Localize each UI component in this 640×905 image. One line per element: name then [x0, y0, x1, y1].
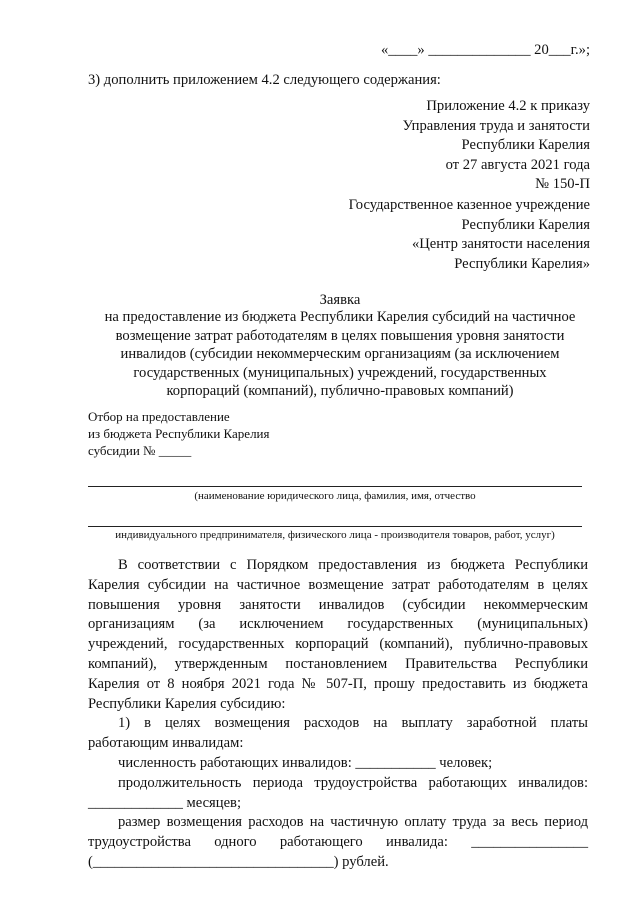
count-line: численность работающих инвалидов: ___________ человек;: [118, 754, 493, 771]
body-line: организациям (за исключением государственных (муниципальных): [88, 616, 588, 633]
body-line: Карелия от 8 ноября 2021 года № 507-П, прошу предоставить из бюджета: [88, 675, 588, 692]
selection-line: из бюджета Республики Карелия: [88, 426, 270, 441]
addressee-block: [349, 196, 590, 274]
appendix-line: Управления труда и занятости: [402, 117, 590, 134]
selection-line: Отбор на предоставление: [88, 409, 230, 424]
subtitle-line: государственных (муниципальных) учреждений, государственных: [133, 364, 547, 381]
duration-line: _____________ месяцев;: [88, 794, 242, 811]
body-line: учреждений, государственных корпораций (компаний), публично-правовых: [88, 636, 588, 653]
body-line: Карелия субсидии на частичное возмещение затрат работодателям в целях: [88, 576, 588, 593]
body-paragraph: [88, 556, 588, 873]
applicant-caption-2: индивидуального предпринимателя, физического лица - производителя товаров, работ, услуг): [115, 529, 555, 541]
size-line: размер возмещения расходов на частичную оплату труда за весь период: [118, 814, 588, 831]
size-line: (_________________________________) рублей.: [88, 853, 389, 870]
appendix-line: от 27 августа 2021 года: [445, 156, 590, 173]
body-line: Республики Карелия субсидию:: [88, 695, 286, 712]
appendix-line: Республики Карелия: [461, 137, 590, 153]
size-line: трудоустройства одного работающего инвалида: ________________: [88, 834, 588, 851]
applicant-name-line: [88, 486, 582, 487]
document-subtitle: [70, 308, 610, 401]
duration-line: продолжительность периода трудоустройства работающих инвалидов:: [118, 774, 588, 791]
addressee-line: «Центр занятости населения: [411, 236, 590, 252]
subtitle-line: корпораций (компаний), публично-правовых компаний): [166, 383, 514, 399]
point-1-line: работающим инвалидам:: [88, 735, 244, 752]
selection-block: [88, 408, 270, 459]
appendix-line: Приложение 4.2 к приказу: [426, 98, 590, 114]
applicant-caption-1: (наименование юридического лица, фамилия, имя, отчество: [194, 490, 476, 502]
subtitle-line: инвалидов (субсидии некоммерческим организациям (за исключением: [120, 346, 560, 362]
point-1-line: 1) в целях возмещения расходов на выплату заработной платы: [118, 715, 588, 732]
subtitle-line: возмещение затрат работодателям в целях повышения уровня занятости: [115, 327, 565, 344]
addressee-line: Республики Карелия»: [454, 255, 590, 272]
appendix-line: № 150-П: [535, 176, 590, 192]
addressee-line: Государственное казенное учреждение: [348, 197, 590, 213]
date-line: «____» ______________ 20___г.»;: [380, 42, 590, 58]
appendix-block: [403, 97, 590, 195]
addressee-line: Республики Карелия: [461, 216, 590, 233]
item-3-text: 3) дополнить приложением 4.2 следующего содержания:: [88, 72, 441, 88]
body-line: В соответствии с Порядком предоставления из бюджета Республики: [118, 557, 588, 573]
document-title: Заявка: [319, 292, 361, 308]
body-line: повышения уровня занятости инвалидов (субсидии некоммерческим: [88, 596, 588, 613]
subtitle-line: на предоставление из бюджета Республики Карелия субсидий на частичное: [104, 309, 576, 325]
selection-line: субсидии № _____: [88, 443, 192, 458]
body-line: компаний), утвержденным постановлением Правительства Республики: [88, 655, 588, 672]
applicant-name-line-2: [88, 526, 582, 527]
